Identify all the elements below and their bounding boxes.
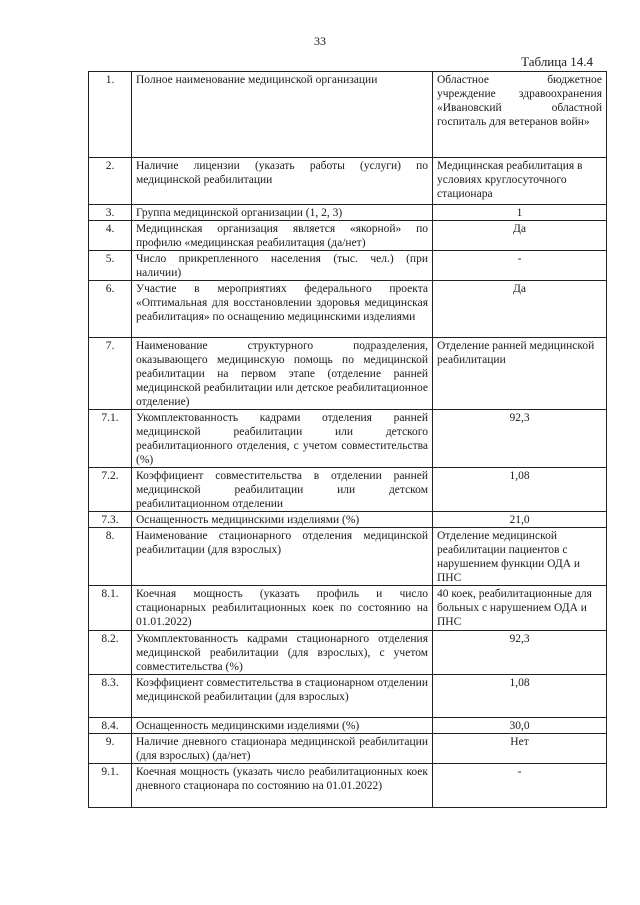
row-value: 30,0 [433,718,607,734]
row-description: Наличие лицензии (указать работы (услуги) по медицинской реабилитации [132,158,433,205]
table-row [89,221,607,251]
table-row [89,675,607,718]
row-description: Участие в мероприятиях федерального проекта «Оптимальная для восстановлении здоровья медицинская реабилитация» по оснащению медицинскими изделиями [132,281,433,338]
table-body [89,72,607,808]
table-caption: Таблица 14.4 [521,54,593,69]
row-value: Медицинская реабилитация в условиях круглосуточного стационара [433,158,607,205]
table-row [89,72,607,158]
table-row [89,512,607,528]
row-description: Оснащенность медицинскими изделиями (%) [132,718,433,734]
row-value: Да [433,281,607,338]
row-number: 2. [89,158,132,205]
row-value: 1,08 [433,675,607,718]
row-value: Да [433,221,607,251]
table-row [89,718,607,734]
row-value: Областное бюджетное учреждение здравоохранения «Ивановский областной госпиталь для ветеранов войн» [433,72,607,158]
row-number: 8.2. [89,631,132,675]
table-row [89,281,607,338]
row-description: Полное наименование медицинской организации [132,72,433,158]
row-description: Коечная мощность (указать число реабилитационных коек дневного стационара по состоянию на 01.01.2022) [132,764,433,808]
row-description: Коэффициент совместительства в отделении ранней медицинской реабилитации или детском реабилитационном отделении [132,468,433,512]
row-description: Коечная мощность (указать профиль и число стационарных реабилитационных коек по состоянию на 01.01.2022) [132,586,433,631]
row-description: Медицинская организация является «якорной» по профилю «медицинская реабилитация (да/нет) [132,221,433,251]
row-number: 1. [89,72,132,158]
row-description: Коэффициент совместительства в стационарном отделении медицинской реабилитации (для взрослых) [132,675,433,718]
page-number: 33 [314,34,326,48]
row-value: - [433,764,607,808]
table-row [89,764,607,808]
table-row [89,338,607,410]
rehabilitation-info-table [88,71,607,808]
row-value: 92,3 [433,631,607,675]
table-row [89,158,607,205]
row-number: 7.1. [89,410,132,468]
row-value: Нет [433,734,607,764]
table-row [89,586,607,631]
table-row [89,734,607,764]
row-description: Наименование структурного подразделения, оказывающего медицинскую помощь по медицинской реабилитации на первом этапе (отделение ранней медицинской реабилитации или детское реабилитационное отделение) [132,338,433,410]
row-number: 6. [89,281,132,338]
row-value: 21,0 [433,512,607,528]
row-description: Группа медицинской организации (1, 2, 3) [132,205,433,221]
row-number: 4. [89,221,132,251]
row-number: 5. [89,251,132,281]
row-description: Оснащенность медицинскими изделиями (%) [132,512,433,528]
row-number: 7.3. [89,512,132,528]
row-number: 8.1. [89,586,132,631]
row-number: 8.3. [89,675,132,718]
row-description: Укомплектованность кадрами стационарного отделения медицинской реабилитации (для взрослых), с учетом совместительства (%) [132,631,433,675]
row-number: 7. [89,338,132,410]
row-value: Отделение ранней медицинской реабилитации [433,338,607,410]
row-description: Число прикрепленного населения (тыс. чел.) (при наличии) [132,251,433,281]
row-number: 9.1. [89,764,132,808]
table-row [89,410,607,468]
table-row [89,631,607,675]
row-number: 7.2. [89,468,132,512]
row-value: 92,3 [433,410,607,468]
row-value: - [433,251,607,281]
row-value: 1,08 [433,468,607,512]
row-description: Наименование стационарного отделения медицинской реабилитации (для взрослых) [132,528,433,586]
row-value: 40 коек, реабилитационные для больных с нарушением ОДА и ПНС [433,586,607,631]
row-number: 9. [89,734,132,764]
table-row [89,205,607,221]
row-number: 8. [89,528,132,586]
row-description: Укомплектованность кадрами отделения ранней медицинской реабилитации или детского реабилитационного отделения, с учетом совместительства (%) [132,410,433,468]
row-number: 8.4. [89,718,132,734]
table-row [89,251,607,281]
row-description: Наличие дневного стационара медицинской реабилитации (для взрослых) (да/нет) [132,734,433,764]
row-value: Отделение медицинской реабилитации пациентов с нарушением функции ОДА и ПНС [433,528,607,586]
table-row [89,528,607,586]
table-row [89,468,607,512]
row-value: 1 [433,205,607,221]
row-number: 3. [89,205,132,221]
